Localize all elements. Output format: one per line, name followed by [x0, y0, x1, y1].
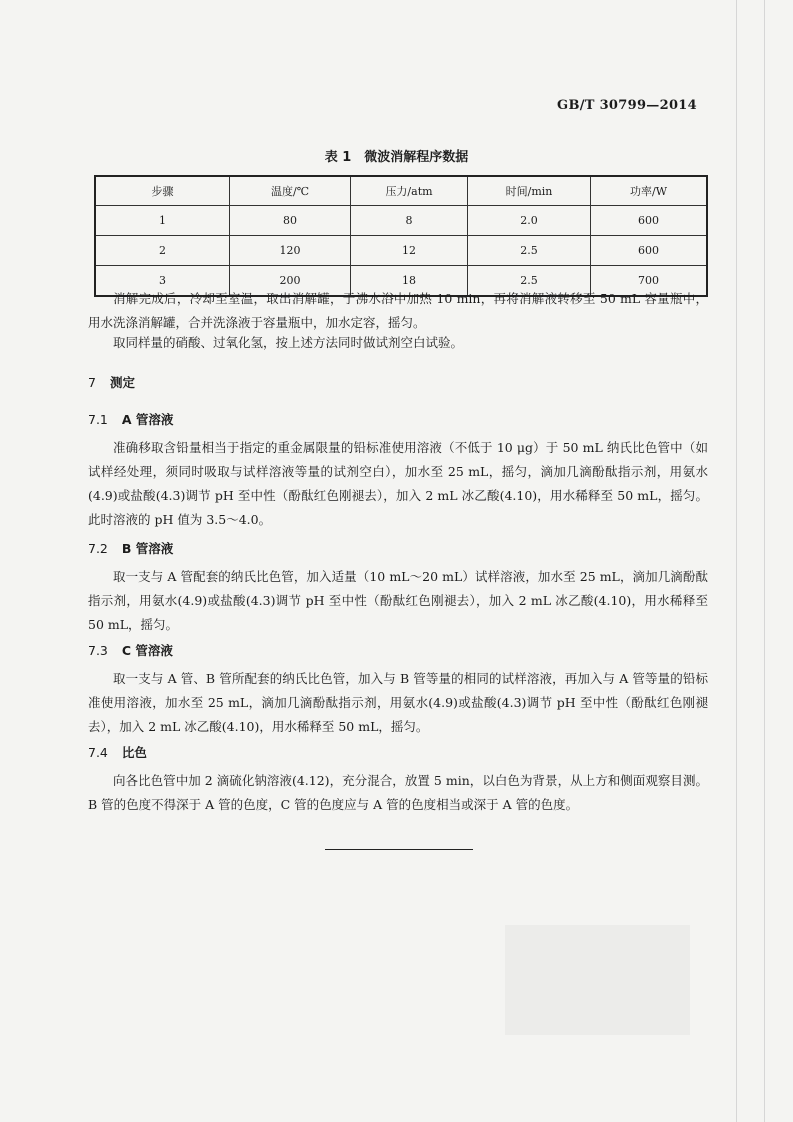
section-number: 7.2 [88, 541, 108, 556]
section-heading-7-1 [88, 410, 173, 428]
column-header: 功率/W [591, 176, 708, 206]
page-edge-line [764, 0, 765, 1122]
standard-code: GB/T 30799—2014 [557, 98, 697, 113]
table-cell: 18 [351, 266, 468, 297]
section-title: B 管溶液 [121, 541, 174, 556]
table-title: 表 1 微波消解程序数据 [324, 150, 469, 165]
table-cell: 2.5 [468, 266, 591, 297]
section-number: 7.1 [88, 412, 108, 427]
table-cell: 200 [230, 266, 351, 297]
section-number: 7 [88, 375, 96, 390]
table-cell: 600 [591, 206, 708, 236]
table-cell: 3 [95, 266, 230, 297]
column-header: 时间/min [468, 176, 591, 206]
section-heading-7-2 [88, 539, 173, 557]
digestion-program-table [94, 175, 708, 297]
table-cell: 12 [351, 236, 468, 266]
table-cell: 2.0 [468, 206, 591, 236]
end-rule [325, 849, 473, 850]
table-cell: 2.5 [468, 236, 591, 266]
column-header: 压力/atm [351, 176, 468, 206]
bleed-through-shadow [505, 925, 690, 1035]
page-edge-line [736, 0, 737, 1122]
digestion-paragraph: 消解完成后，冷却至室温，取出消解罐，于沸水浴中加热 10 min，再将消解液转移至 50 mL 容量瓶中，用水洗涤消解罐，合并洗涤液于容量瓶中，加水定容，摇匀。 [88, 291, 708, 330]
section-heading-7-3 [88, 641, 173, 659]
section-7-3-text: 取一支与 A 管、B 管所配套的纳氏比色管，加入与 B 管等量的相同的试样溶液，再加入与 A 管等量的铅标准使用溶液，加水至 25 mL，滴加几滴酚酞指示剂，用氨水(4.9)或盐酸(4.3)调节 pH 至中性（酚酞红色刚褪去），加入 2 mL 冰乙酸(4.10)，用水稀释至 50 mL，摇匀。 [88, 671, 708, 734]
section-7-2-text: 取一支与 A 管配套的纳氏比色管，加入适量（10 mL～20 mL）试样溶液，加水至 25 mL，滴加几滴酚酞指示剂，用氨水(4.9)或盐酸(4.3)调节 pH 至中性（酚酞红色刚褪去），加入 2 mL 冰乙酸(4.10)，用水稀释至 50 mL，摇匀。 [88, 569, 708, 632]
blank-test-paragraph: 取同样量的硝酸、过氧化氢，按上述方法同时做试剂空白试验。 [113, 335, 464, 350]
table-row [95, 236, 707, 266]
table-cell: 8 [351, 206, 468, 236]
table-row [95, 206, 707, 236]
column-header: 步骤 [95, 176, 230, 206]
section-title: C 管溶液 [121, 643, 173, 658]
table-cell: 1 [95, 206, 230, 236]
table-cell: 600 [591, 236, 708, 266]
section-title: A 管溶液 [121, 412, 174, 427]
section-number: 7.4 [88, 745, 108, 760]
column-header: 温度/℃ [230, 176, 351, 206]
section-heading-7 [88, 373, 135, 391]
section-7-4-text: 向各比色管中加 2 滴硫化钠溶液(4.12)，充分混合，放置 5 min，以白色为背景，从上方和侧面观察目测。B 管的色度不得深于 A 管的色度，C 管的色度应与 A 管的色度相当或深于 A 管的色度。 [88, 773, 708, 812]
section-title: 测定 [109, 375, 135, 390]
table-cell: 2 [95, 236, 230, 266]
table-cell: 120 [230, 236, 351, 266]
section-number: 7.3 [88, 643, 108, 658]
section-7-1-text: 准确移取含铅量相当于指定的重金属限量的铅标准使用溶液（不低于 10 μg）于 50 mL 纳氏比色管中（如试样经处理，须同时吸取与试样溶液等量的试剂空白），加水至 25 mL，摇匀，滴加几滴酚酞指示剂，用氨水(4.9)或盐酸(4.3)调节 pH 至中性（酚酞红色刚褪去），加入 2 mL 冰乙酸(4.10)，用水稀释至 50 mL，摇匀。此时溶液的 pH 值为 3.5～4.0。 [88, 440, 708, 527]
table-header-row [95, 176, 707, 206]
table-cell: 80 [230, 206, 351, 236]
table-cell: 700 [591, 266, 708, 297]
section-title: 比色 [121, 745, 147, 760]
section-heading-7-4 [88, 743, 147, 761]
